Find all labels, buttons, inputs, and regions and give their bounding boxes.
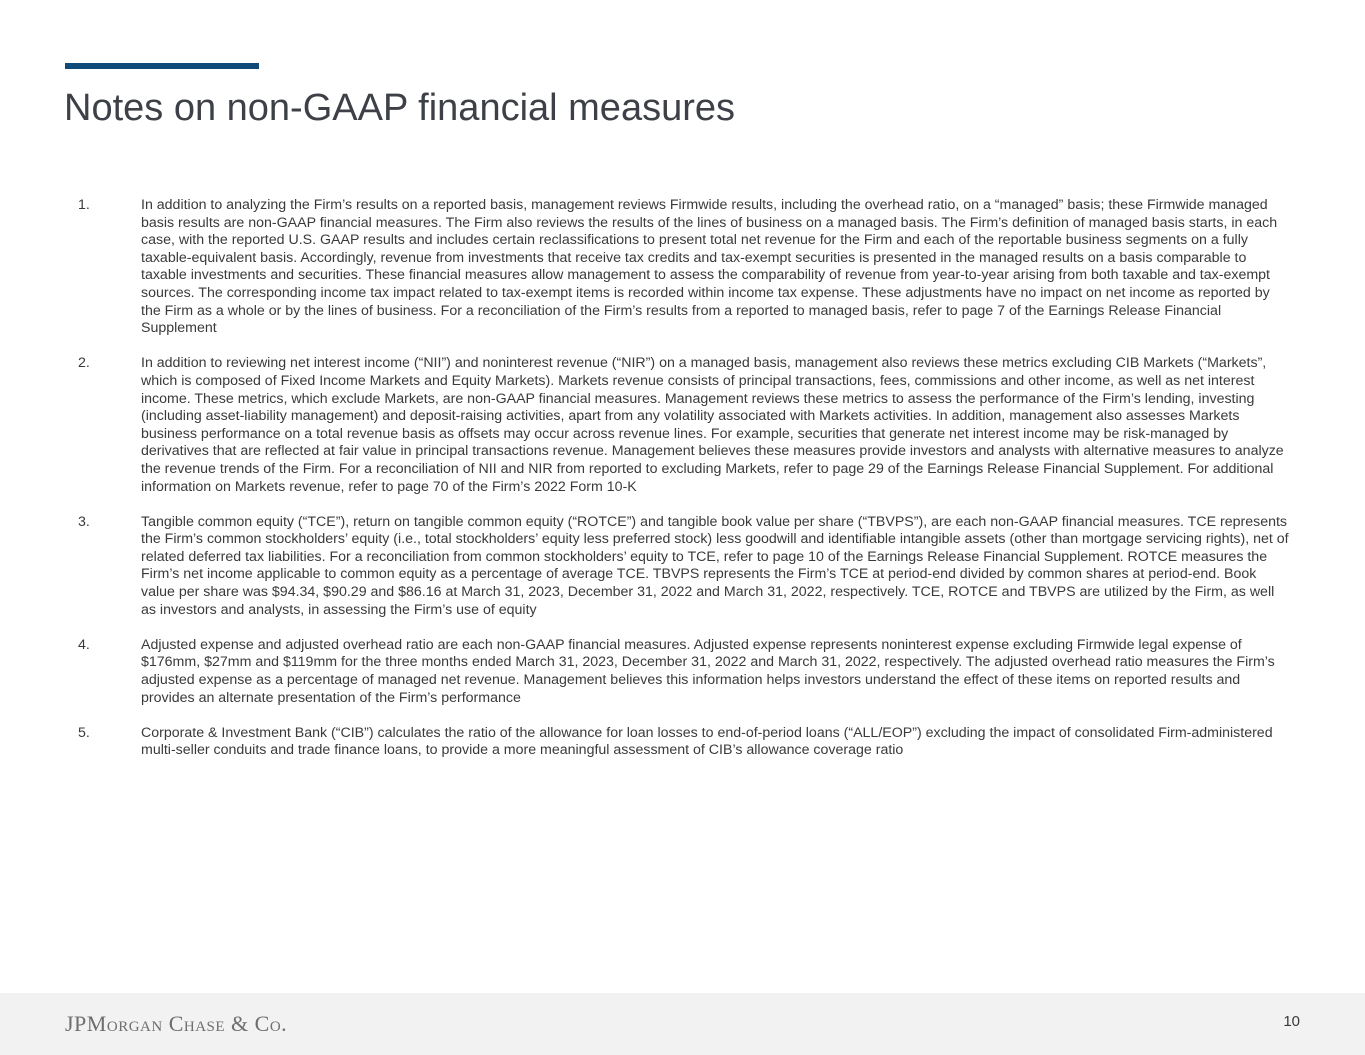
note-number: 5. <box>78 724 90 741</box>
note-item <box>78 637 1290 707</box>
note-item <box>78 725 1290 760</box>
note-number: 3. <box>78 513 90 530</box>
note-item <box>78 514 1290 620</box>
note-number: 2. <box>78 355 90 372</box>
note-text: In addition to analyzing the Firm’s results on a reported basis, management reviews Firmwide results, including the overhead ratio, on a “managed” basis; these Firmwide managed basis results are non-GAAP financial measures. The Firm also reviews the results of the lines of business on a managed basis. The Firm’s definition of managed basis starts, in each case, with the reported U.S. GAAP results and includes certain reclassifications to present total net revenue for the Firm and each of the reportable business segments on a fully taxable-equivalent basis. Accordingly, revenue from investments that receive tax credits and tax-exempt securities is presented in the managed results on a basis comparable to taxable investments and securities. These financial measures allow management to assess the comparability of revenue from year-to-year arising from both taxable and tax-exempt sources. The corresponding income tax impact related to tax-exempt items is recorded within income tax expense. These adjustments have no impact on net income as reported by the Firm as a whole or by the lines of business. For a reconciliation of the Firm’s results from a reported to managed basis, refer to page 7 of the Earnings Release Financial Supplement <box>141 197 1278 337</box>
note-number: 4. <box>78 636 90 653</box>
note-text: Tangible common equity (“TCE”), return on tangible common equity (“ROTCE”) and tangible book value per share (“TBVPS”), are each non-GAAP financial measures. TCE represents the Firm’s common stockholders’ equity (i.e., total stockholders’ equity less preferred stock) less goodwill and identifiable intangible assets (other than mortgage servicing rights), net of related deferred tax liabilities. For a reconciliation from common stockholders’ equity to TCE, refer to page 10 of the Earnings Release Financial Supplement. ROTCE measures the Firm’s net income applicable to common equity as a percentage of average TCE. TBVPS represents the Firm’s TCE at period-end divided by common shares at period-end. Book value per share was $94.34, $90.29 and $86.16 at March 31, 2023, December 31, 2022 and March 31, 2022, respectively. TCE, ROTCE and TBVPS are utilized by the Firm, as well as investors and analysts, in assessing the Firm’s use of equity <box>141 513 1289 618</box>
note-item <box>78 197 1290 338</box>
notes-list <box>78 197 1290 778</box>
title-accent-bar <box>65 63 259 69</box>
company-logo: JPMorgan Chase & Co. <box>65 1011 288 1036</box>
note-text: Adjusted expense and adjusted overhead ratio are each non-GAAP financial measures. Adjusted expense represents noninterest expense excluding Firmwide legal expense of $176mm, $27mm and $119mm for the three months ended March 31, 2023, December 31, 2022 and March 31, 2022, respectively. The adjusted overhead ratio measures the Firm’s adjusted expense as a percentage of managed net revenue. Management believes this information helps investors understand the effect of these items on reported results and provides an alternate presentation of the Firm’s performance <box>141 636 1275 706</box>
note-number: 1. <box>78 197 90 213</box>
page-title: Notes on non-GAAP financial measures <box>64 87 735 129</box>
note-item <box>78 355 1290 496</box>
note-text: In addition to reviewing net interest income (“NII”) and noninterest revenue (“NIR”) on a managed basis, management also reviews these metrics excluding CIB Markets (“Markets”, which is composed of Fixed Income Markets and Equity Markets). Markets revenue consists of principal transactions, fees, commissions and other income, as well as net interest income. These metrics, which exclude Markets, are non-GAAP financial measures. Management reviews these metrics to assess the performance of the Firm’s lending, investing (including asset-liability management) and deposit-raising activities, apart from any volatility associated with Markets activities. In addition, management also assesses Markets business performance on a total revenue basis as offsets may occur across revenue lines. For example, securities that generate net interest income may be risk-managed by derivatives that are reflected at fair value in principal transactions revenue. Management believes these measures provide investors and analysts with alternative measures to analyze the revenue trends of the Firm. For a reconciliation of NII and NIR from reported to excluding Markets, refer to page 29 of the Earnings Release Financial Supplement. For additional information on Markets revenue, refer to page 70 of the Firm’s 2022 Form 10-K <box>141 355 1284 495</box>
note-text: Corporate & Investment Bank (“CIB”) calculates the ratio of the allowance for loan losses to end-of-period loans (“ALL/EOP”) excluding the impact of consolidated Firm-administered multi-seller conduits and trade finance loans, to provide a more meaningful assessment of CIB’s allowance coverage ratio <box>141 724 1273 759</box>
page-number: 10 <box>1283 1013 1300 1030</box>
